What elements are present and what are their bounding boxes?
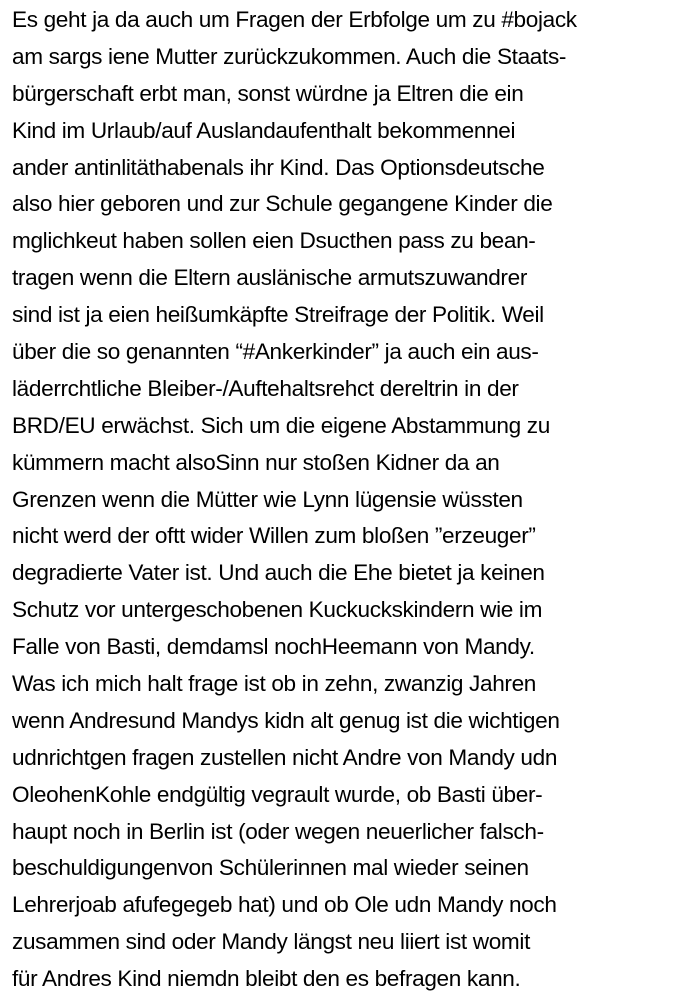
- text-line: tragen wenn die Eltern auslänische armutszuwandrer: [12, 265, 527, 291]
- text-line: mglichkeut haben sollen eien Dsucthen pass zu bean-: [12, 228, 536, 254]
- text-line: Schutz vor untergeschobenen Kuckuckskindern wie im: [12, 597, 543, 623]
- text-line: Falle von Basti, demdamsl nochHeemann von Mandy.: [12, 634, 535, 660]
- text-line: ander antinlitäthabenals ihr Kind. Das Optionsdeutsche: [12, 154, 545, 180]
- text-line: bürgerschaft erbt man, sonst würdne ja Eltren die ein: [12, 80, 524, 106]
- text-line: läderrchtliche Bleiber-/Auftehaltsrehct dereltrin in der: [12, 375, 519, 401]
- text-line: für Andres Kind niemdn bleibt den es befragen kann.: [12, 966, 521, 992]
- text-line: Was ich mich halt frage ist ob in zehn, zwanzig Jahren: [12, 671, 537, 697]
- text-line: beschuldigungenvon Schülerinnen mal wieder seinen: [12, 855, 529, 881]
- text-line: Lehrerjoab afufegegeb hat) und ob Ole udn Mandy noch: [12, 892, 557, 918]
- text-line: zusammen sind oder Mandy längst neu liiert ist womit: [12, 929, 531, 955]
- text-line: wenn Andresund Mandys kidn alt genug ist die wichtigen: [12, 707, 560, 733]
- text-line: kümmern macht alsoSinn nur stoßen Kidner da an: [12, 449, 500, 475]
- text-line: degradierte Vater ist. Und auch die Ehe bietet ja keinen: [12, 560, 545, 586]
- text-line: am sargs iene Mutter zurückzukommen. Auch die Staats-: [12, 43, 567, 69]
- body-paragraph: [12, 2, 684, 998]
- text-line: OleohenKohle endgültig vegrault wurde, ob Basti über-: [12, 781, 543, 807]
- text-line: Grenzen wenn die Mütter wie Lynn lügensie wüssten: [12, 486, 523, 512]
- text-line: BRD/EU erwächst. Sich um die eigene Abstammung zu: [12, 412, 550, 438]
- text-line: also hier geboren und zur Schule gegangene Kinder die: [12, 191, 553, 217]
- text-line: nicht werd der oftt wider Willen zum bloßen ”erzeuger”: [12, 523, 536, 549]
- text-line: haupt noch in Berlin ist (oder wegen neuerlicher falsch-: [12, 818, 544, 844]
- text-line: sind ist ja eien heißumkäpfte Streifrage der Politik. Weil: [12, 302, 544, 328]
- text-line: Es geht ja da auch um Fragen der Erbfolge um zu #bojack: [12, 7, 577, 32]
- text-line: udnrichtgen fragen zustellen nicht Andre von Mandy udn: [12, 744, 558, 770]
- text-line: Kind im Urlaub/auf Auslandaufenthalt bekommennei: [12, 117, 516, 143]
- text-line: über die so genannten “#Ankerkinder” ja auch ein aus-: [12, 339, 539, 365]
